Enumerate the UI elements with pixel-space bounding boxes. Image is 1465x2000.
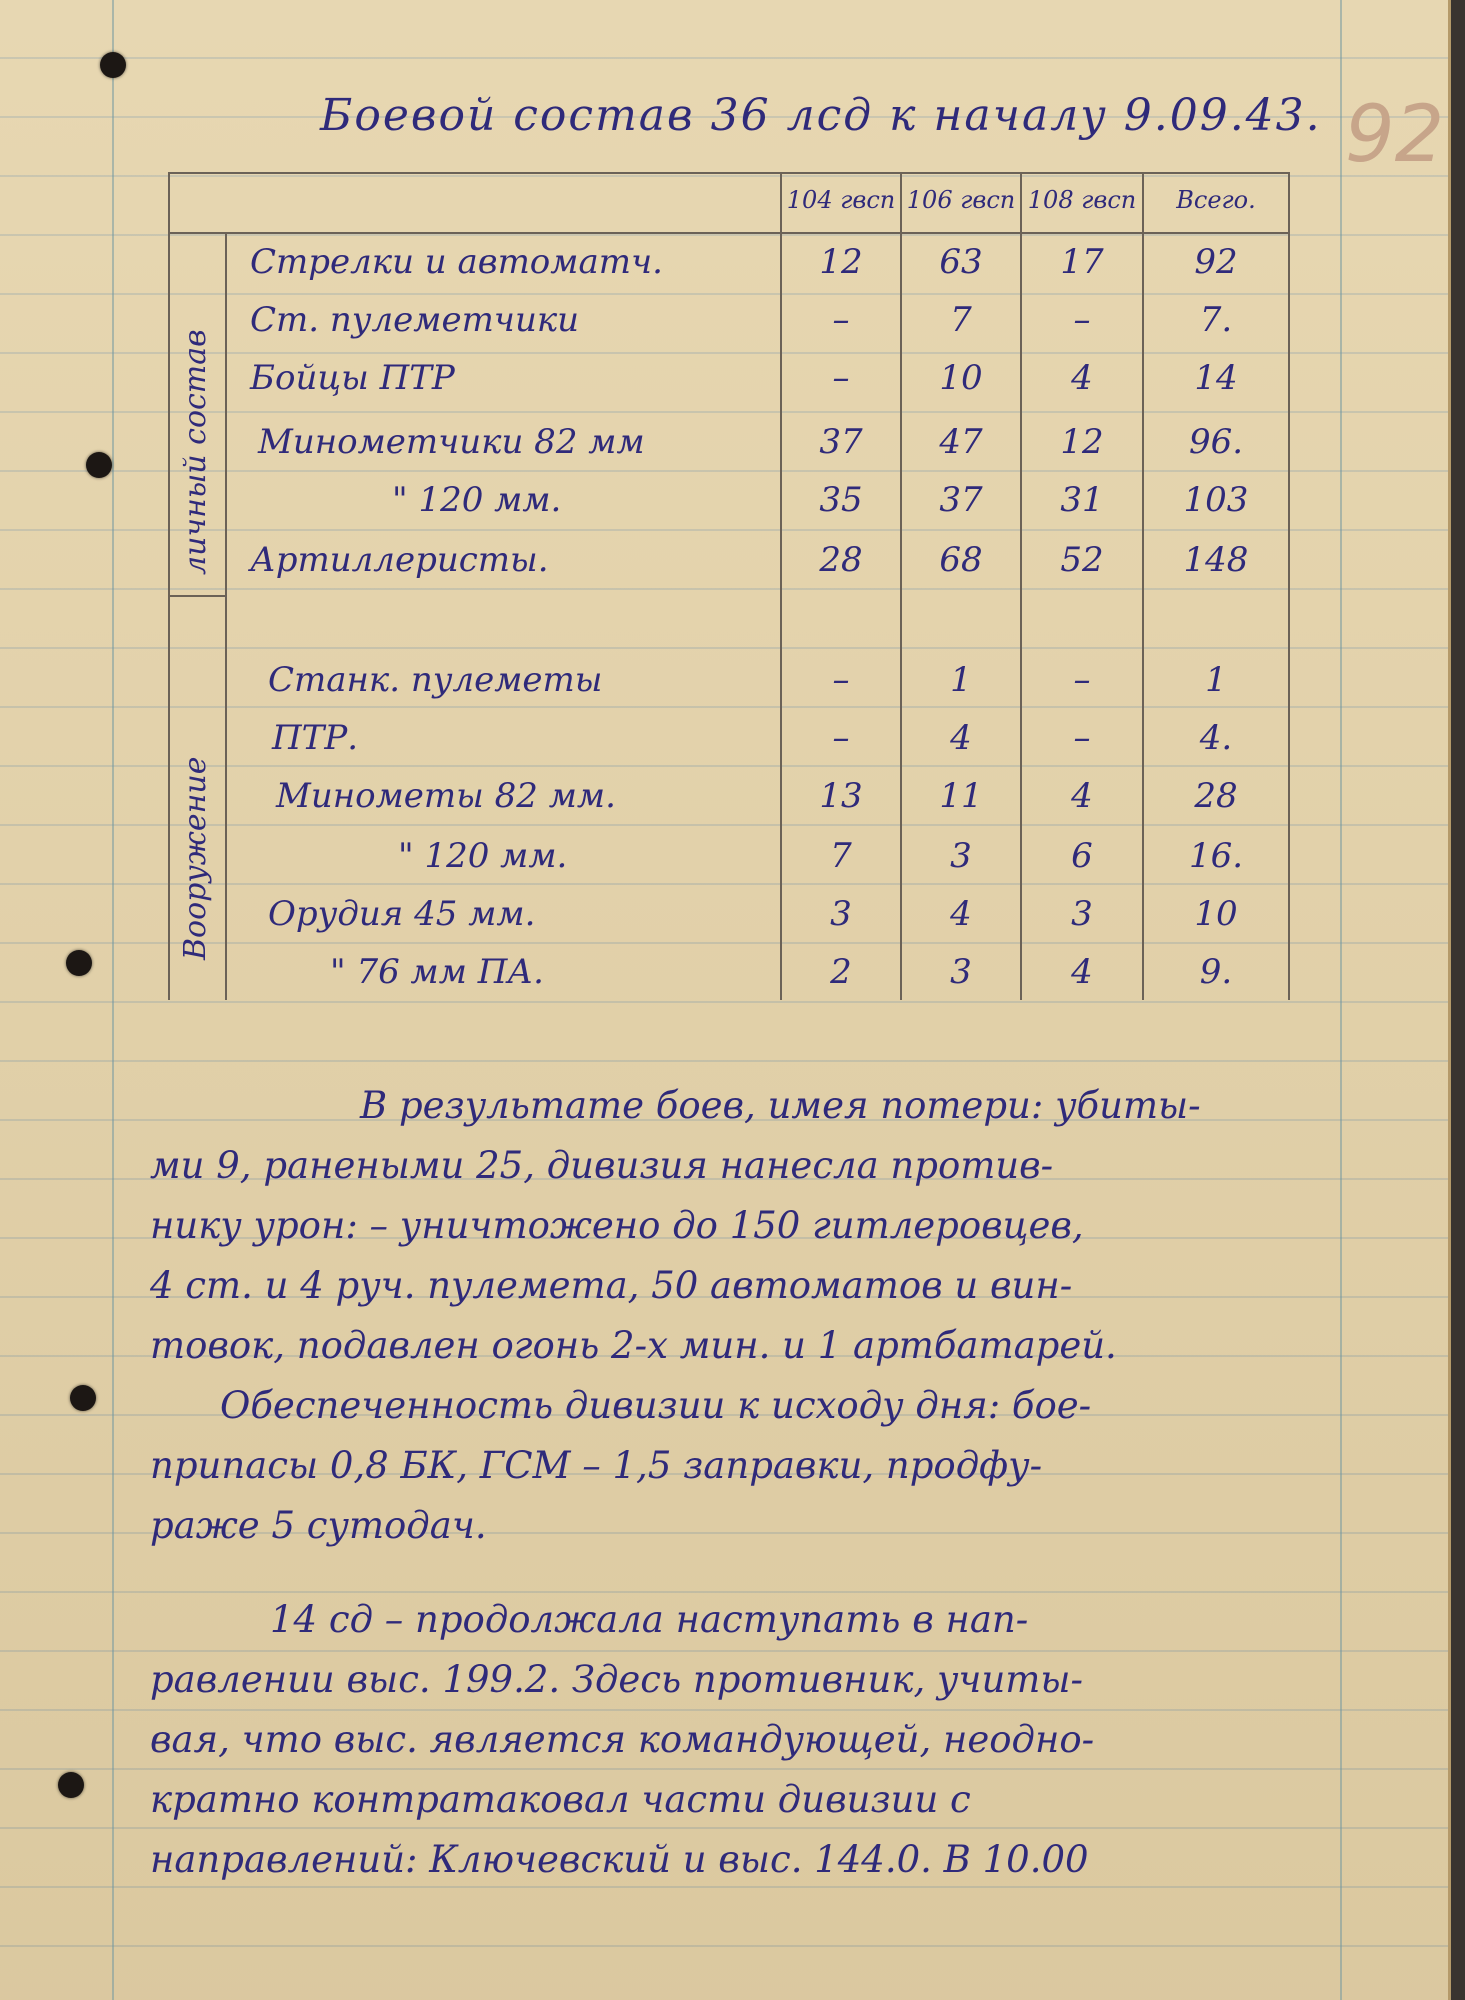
text-line: вая, что выс. является командующей, неодно- [150,1718,1095,1761]
cell-value: 9. [1199,952,1233,992]
table-group-rule [225,232,227,1000]
cell-value: 10 [1194,894,1238,934]
table-left-rule [168,172,170,1000]
text-line: ми 9, ранеными 25, дивизия нанесла против- [150,1144,1054,1187]
cell-value: – [1073,718,1091,758]
row-label: Стрелки и автоматч. [250,242,663,282]
text-line: 14 сд – продолжала наступать в нап- [270,1598,1029,1641]
margin-line-right [1340,0,1342,2000]
text-line: направлений: Ключевский и выс. 144.0. В 10.00 [150,1838,1089,1881]
group-label-armament: Вооружение [178,756,213,960]
row-label: " 120 мм. [398,836,568,876]
column-header: 106 гвсп [906,186,1016,214]
cell-value: 68 [939,540,983,580]
cell-value: 52 [1060,540,1104,580]
table-top-rule [168,172,1290,174]
cell-value: 37 [939,480,983,520]
column-header: Всего. [1176,186,1256,214]
column-header: 104 гвсп [786,186,896,214]
punch-hole [86,452,112,478]
punch-hole [66,950,92,976]
folio-number: 92 [1345,90,1445,180]
paragraph-14sd [150,1590,1340,1890]
row-label: " 120 мм. [392,480,562,520]
cell-value: 7. [1199,300,1233,340]
text-line: Обеспеченность дивизии к исходу дня: бое- [220,1384,1092,1427]
cell-value: 4 [1071,776,1093,816]
cell-value: 4 [950,894,972,934]
cell-value: 1 [950,660,972,700]
cell-value: 4. [1199,718,1233,758]
cell-value: 12 [819,242,863,282]
cell-value: 2 [830,952,852,992]
cell-value: 3 [950,952,972,992]
cell-value: 14 [1194,358,1238,398]
text-line: В результате боев, имея потери: убиты- [360,1084,1201,1127]
column-header: 108 гвсп [1027,186,1137,214]
cell-value: 13 [819,776,863,816]
cell-value: 92 [1194,242,1238,282]
cell-value: 16. [1188,836,1244,876]
text-line: равлении выс. 199.2. Здесь противник, учиты- [150,1658,1084,1701]
row-label: Минометчики 82 мм [258,422,645,462]
cell-value: 37 [819,422,863,462]
cell-value: 4 [1071,358,1093,398]
cell-value: – [1073,660,1091,700]
text-line: товок, подавлен огонь 2-х мин. и 1 артбатарей. [150,1324,1117,1367]
cell-value: 6 [1071,836,1093,876]
cell-value: 3 [950,836,972,876]
cell-value: 28 [819,540,863,580]
text-line: припасы 0,8 БК, ГСМ – 1,5 заправки, продфу- [150,1444,1043,1487]
row-label: Ст. пулеметчики [250,300,580,340]
margin-line-left [112,0,114,2000]
paragraph-results [150,1076,1340,1376]
row-label: Орудия 45 мм. [268,894,536,934]
cell-value: 7 [950,300,972,340]
row-label: Минометы 82 мм. [276,776,616,816]
group-label-personnel: личный состав [178,329,213,575]
cell-value: 31 [1060,480,1104,520]
cell-value: – [832,358,850,398]
cell-value: 17 [1060,242,1104,282]
cell-value: 47 [939,422,983,462]
paragraph-supply [150,1376,1340,1556]
cell-value: 4 [950,718,972,758]
cell-value: 3 [1071,894,1093,934]
cell-value: 148 [1183,540,1249,580]
cell-value: 103 [1183,480,1249,520]
text-line: раже 5 сутодач. [150,1504,487,1547]
cell-value: 12 [1060,422,1104,462]
table-right-rule [1288,172,1290,1000]
row-label: Станк. пулеметы [268,660,603,700]
punch-hole [100,52,126,78]
cell-value: 4 [1071,952,1093,992]
cell-value: 10 [939,358,983,398]
document-title: Боевой состав 36 лсд к началу 9.09.43. [320,90,1322,141]
row-label: " 76 мм ПА. [330,952,544,992]
text-line: нику урон: – уничтожено до 150 гитлеровцев, [150,1204,1084,1247]
cell-value: – [832,718,850,758]
cell-value: 96. [1188,422,1244,462]
text-line: 4 ст. и 4 руч. пулемета, 50 автоматов и вин- [150,1264,1073,1307]
table-header-rule [168,232,1290,234]
cell-value: – [1073,300,1091,340]
cell-value: 63 [939,242,983,282]
cell-value: 1 [1205,660,1227,700]
cell-value: 3 [830,894,852,934]
cell-value: 28 [1194,776,1238,816]
text-line: кратно контратаковал части дивизии с [150,1778,971,1821]
cell-value: – [832,300,850,340]
cell-value: 35 [819,480,863,520]
cell-value: 11 [939,776,983,816]
row-label: ПТР. [272,718,359,758]
row-label: Артиллеристы. [250,540,549,580]
punch-hole [58,1772,84,1798]
row-label: Бойцы ПТР [250,358,455,398]
punch-hole [70,1385,96,1411]
table-group-divider [168,595,226,597]
cell-value: – [832,660,850,700]
cell-value: 7 [830,836,852,876]
